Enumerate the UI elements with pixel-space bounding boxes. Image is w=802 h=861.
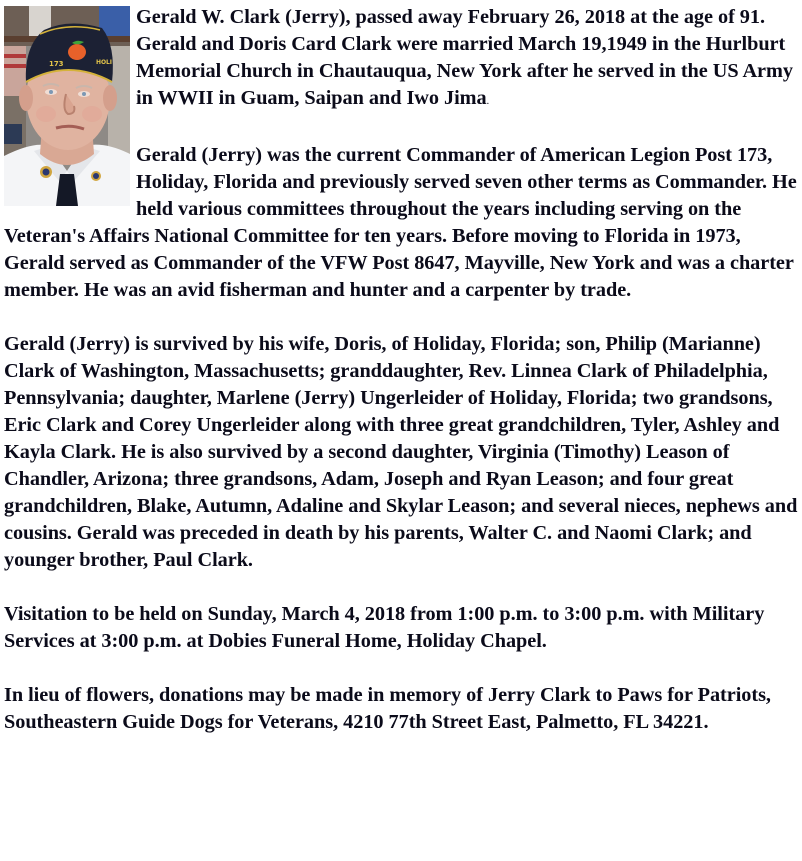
portrait-photo	[4, 6, 130, 206]
death-notice-text: Gerald W. Clark (Jerry), passed away February 26, 2018 at the age of 91. Gerald and Doris Card Clark were married March 19,1949 in the Hurlburt Memorial Church in Chautauqua, New York after he served in the US Army in WWII in Guam, Saipan and Iwo Jima	[136, 6, 793, 109]
paragraph-service-history: Gerald (Jerry) was the current Commander of American Legion Post 173, Holiday, Florida and previously served seven other terms as Commander. He held various committees throughout the years including serving on the Veteran's Affairs National Committee for ten years. Before moving to Florida in 1973, Gerald served as Commander of the VFW Post 8647, Mayville, New York and was a charter member. He was an avid fisherman and hunter and a carpenter by trade.	[4, 144, 797, 301]
paragraph-visitation: Visitation to be held on Sunday, March 4, 2018 from 1:00 p.m. to 3:00 p.m. with Military Services at 3:00 p.m. at Dobies Funeral Home, Holiday Chapel.	[4, 603, 765, 652]
portrait-image	[4, 6, 130, 206]
paragraph-donations: In lieu of flowers, donations may be made in memory of Jerry Clark to Paws for Patriots, Southeastern Guide Dogs for Veterans, 4210 77th Street East, Palmetto, FL 34221.	[4, 684, 771, 733]
paragraph-survivors: Gerald (Jerry) is survived by his wife, Doris, of Holiday, Florida; son, Philip (Marianne) Clark of Washington, Massachusetts; granddaughter, Rev. Linnea Clark of Philadelphia, Pennsylvania; daughter, Marlene (Jerry) Ungerleider of Holiday, Florida; two grandsons, Eric Clark and Corey Ungerleider along with three great grandchildren, Tyler, Ashley and Kayla Clark. He is also survived by a second daughter, Virginia (Timothy) Leason of Chandler, Arizona; three grandsons, Adam, Joseph and Ryan Leason; and four great grandchildren, Blake, Autumn, Adaline and Skylar Leason; and several nieces, nephews and cousins. Gerald was preceded in death by his parents, Walter C. and Naomi Clark; and younger brother, Paul Clark.	[4, 333, 798, 571]
cap-number-text: 173	[49, 60, 64, 68]
obituary-document	[4, 4, 800, 763]
death-notice-period: .	[486, 96, 490, 107]
cap-location-text: HOLI	[96, 59, 112, 66]
